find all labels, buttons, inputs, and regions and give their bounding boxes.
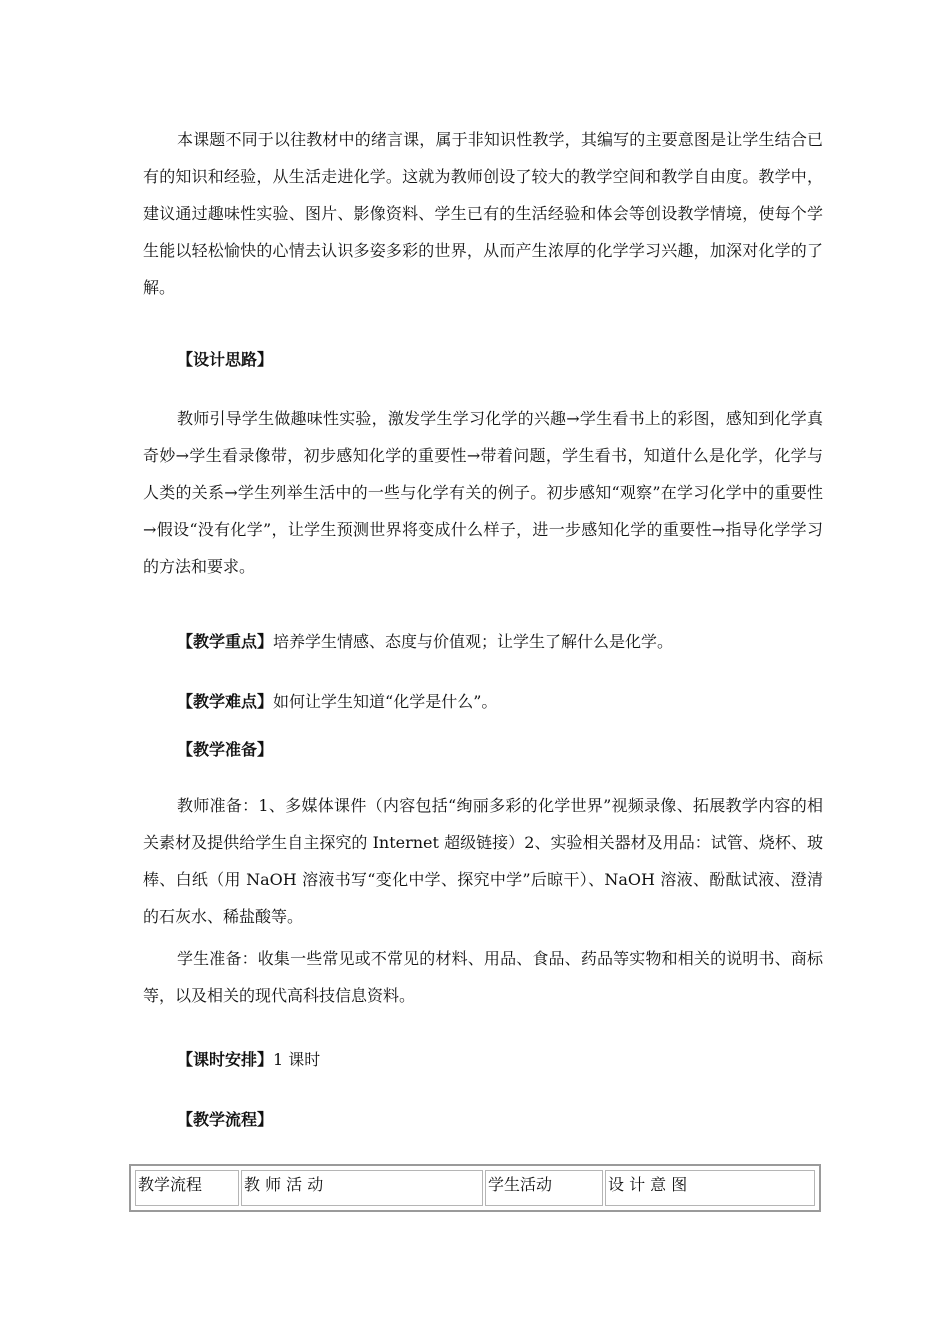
table-header-cell: 教 师 活 动 xyxy=(241,1170,483,1206)
schedule-text: 1 课时 xyxy=(273,1050,321,1069)
difficulty-text: 如何让学生知道“化学是什么”。 xyxy=(273,692,498,711)
table-header-row xyxy=(135,1170,815,1206)
key-point-text: 培养学生情感、态度与价值观；让学生了解什么是化学。 xyxy=(273,632,674,651)
key-point-heading: 【教学重点】 xyxy=(177,632,274,651)
intro-paragraph: 本课题不同于以往教材中的绪言课，属于非知识性教学，其编写的主要意图是让学生结合已有的知识和经验，从生活走进化学。这就为教师创设了较大的教学空间和教学自由度。教学中，建议通过趣味性实验、图片、影像资料、学生已有的生活经验和体会等创设教学情境，使每个学生能以轻松愉快的心情去认识多姿多彩的世界，从而产生浓厚的化学学习兴趣，加深对化学的了解。 xyxy=(143,130,823,297)
student-preparation: 学生准备：收集一些常见或不常见的材料、用品、食品、药品等实物和相关的说明书、商标等，以及相关的现代高科技信息资料。 xyxy=(143,949,823,1005)
difficulty-line xyxy=(177,692,497,712)
design-heading: 【设计思路】 xyxy=(177,350,274,369)
teacher-preparation: 教师准备：1、多媒体课件（内容包括“绚丽多彩的化学世界”视频录像、拓展教学内容的相关素材及提供给学生自主探究的 Internet 超级链接）2、实验相关器材及用品：试管、烧杯、玻棒、白纸（用 NaOH 溶液书写“变化中学、探究中学”后晾干）、NaOH 溶液、酚酞试液、澄清的石灰水、稀盐酸等。 xyxy=(143,796,823,926)
table-header-cell: 设 计 意 图 xyxy=(605,1170,815,1206)
teaching-flow-table xyxy=(129,1164,821,1212)
preparation-heading: 【教学准备】 xyxy=(177,740,274,759)
table-header-cell: 学生活动 xyxy=(485,1170,603,1206)
design-paragraph: 教师引导学生做趣味性实验，激发学生学习化学的兴趣→学生看书上的彩图，感知到化学真奇妙→学生看录像带，初步感知化学的重要性→带着问题，学生看书，知道什么是化学，化学与人类的关系→学生列举生活中的一些与化学有关的例子。初步感知“观察”在学习化学中的重要性→假设“没有化学”，让学生预测世界将变成什么样子，进一步感知化学的重要性→指导化学学习的方法和要求。 xyxy=(143,409,823,576)
difficulty-heading: 【教学难点】 xyxy=(177,692,274,711)
schedule-heading: 【课时安排】 xyxy=(177,1050,274,1069)
schedule-line xyxy=(177,1050,320,1070)
flow-heading: 【教学流程】 xyxy=(177,1110,274,1129)
table-header-cell: 教学流程 xyxy=(135,1170,239,1206)
key-point-line xyxy=(177,632,673,652)
